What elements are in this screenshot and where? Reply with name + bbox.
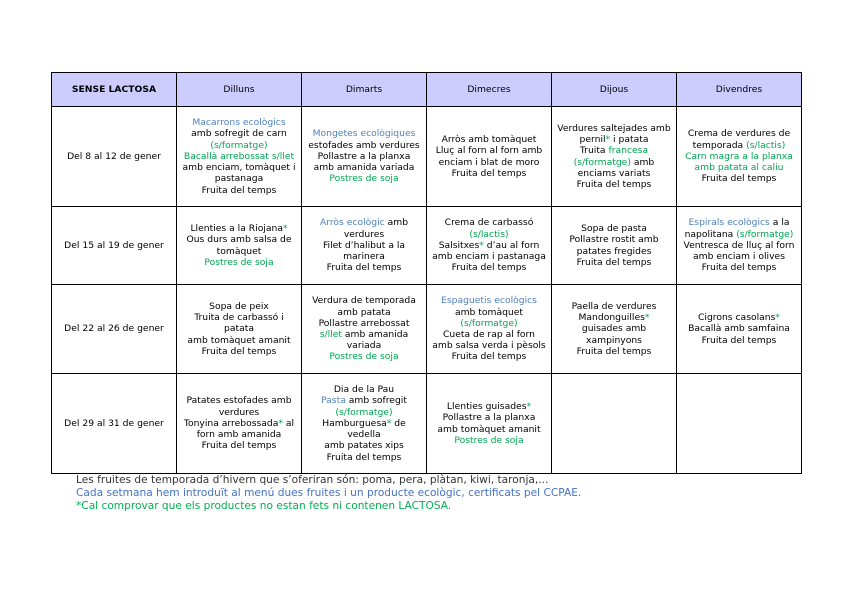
- meal-text: Fruita del temps: [451, 167, 527, 179]
- meal-cell-monday: [177, 207, 302, 285]
- menu-table: [51, 72, 802, 474]
- meal-line: [430, 262, 548, 273]
- meal-line: [680, 162, 798, 173]
- footer-notes: [76, 474, 581, 513]
- week-row: [52, 374, 802, 474]
- meal-text: amb patata al caliu: [694, 162, 784, 174]
- meal-text: pernil: [579, 134, 606, 146]
- meal-cell-tuesday: [302, 285, 427, 374]
- meal-line: [180, 335, 298, 346]
- meal-text: (s/lactis): [469, 228, 509, 240]
- meal-text: vedella: [347, 429, 381, 441]
- meal-text: Llenties guisades: [446, 401, 527, 413]
- meal-text: Fruita del temps: [451, 351, 527, 363]
- day-header-friday: Divendres: [677, 73, 802, 107]
- meal-line: [430, 401, 548, 412]
- meal-line: [180, 151, 298, 162]
- meal-line: [555, 246, 673, 257]
- meal-line: [180, 418, 298, 429]
- meal-text: *: [278, 417, 283, 429]
- meal-line: [430, 329, 548, 340]
- meal-text: Fruita del temps: [701, 262, 777, 274]
- meal-line: [680, 128, 798, 139]
- meal-line: [180, 440, 298, 451]
- meal-text: Bacallà amb samfaina: [688, 323, 790, 335]
- meal-line: [680, 251, 798, 262]
- week-row: [52, 207, 802, 285]
- meal-text: al: [282, 417, 295, 429]
- meal-line: [680, 140, 798, 151]
- meal-line: [180, 257, 298, 268]
- meal-line: [305, 151, 423, 162]
- meal-text: Sopa de pasta: [581, 223, 647, 235]
- meal-line: [180, 223, 298, 234]
- meal-text: enciam i blat de moro: [438, 156, 540, 168]
- meal-line: [680, 323, 798, 334]
- meal-text: amb: [630, 156, 655, 168]
- meal-line: [555, 335, 673, 346]
- meal-line: [430, 134, 548, 145]
- meal-line: [555, 123, 673, 134]
- meal-text: amb: [384, 217, 409, 229]
- meal-text: Fruita del temps: [576, 256, 652, 268]
- meal-text: Verdura de temporada: [312, 295, 416, 307]
- meal-text: Fruita del temps: [326, 262, 402, 274]
- meal-line: [180, 301, 298, 312]
- meal-cell-friday: [677, 107, 802, 207]
- meal-line: [555, 301, 673, 312]
- meal-text: *: [386, 417, 392, 429]
- meal-line: [305, 440, 423, 451]
- meal-cell-wednesday: [427, 107, 552, 207]
- meal-line: [430, 145, 548, 156]
- meal-cell-friday: [677, 374, 802, 474]
- meal-line: [305, 173, 423, 184]
- meal-line: [180, 346, 298, 357]
- meal-line: [555, 134, 673, 145]
- meal-line: [430, 168, 548, 179]
- meal-line: [305, 395, 423, 406]
- seasonal-fruit-note: Les fruites de temporada d’hivern que s’oferiran són: poma, pera, plàtan, kiwi, taronja,...: [76, 474, 549, 486]
- meal-line: [305, 229, 423, 240]
- meal-text: *: [775, 312, 780, 324]
- meal-text: tomàquet: [216, 245, 262, 257]
- meal-cell-thursday: [552, 107, 677, 207]
- meal-cell-friday: [677, 207, 802, 285]
- meal-cell-wednesday: [427, 374, 552, 474]
- meal-text: Crema de carbassó: [444, 217, 534, 229]
- meal-line: [305, 407, 423, 418]
- meal-text: Cigrons casolans: [697, 312, 776, 324]
- meal-text: Fruita del temps: [201, 184, 277, 196]
- meal-text: amb enciam i olives: [693, 251, 785, 263]
- meal-text: Postres de soja: [454, 434, 524, 446]
- meal-text: amb tomàquet amanit: [187, 334, 291, 346]
- meal-line: [305, 251, 423, 262]
- meal-text: amb sofregit de carn: [191, 128, 287, 140]
- meal-cell-thursday: [552, 285, 677, 374]
- meal-cell-tuesday: [302, 107, 427, 207]
- week-label: Del 15 al 19 de gener: [52, 207, 177, 285]
- meal-text: Pollastre a la planxa: [442, 412, 536, 424]
- meal-text: *: [644, 312, 650, 324]
- meal-line: [180, 128, 298, 139]
- meal-text: enciams variats: [577, 167, 651, 179]
- meal-line: [305, 351, 423, 362]
- meal-line: [305, 384, 423, 395]
- meal-line: [555, 346, 673, 357]
- meal-text: amb amanida: [341, 329, 409, 340]
- meal-line: [305, 318, 423, 329]
- meal-text: Fruita del temps: [326, 451, 402, 463]
- meal-text: napolitana: [684, 228, 737, 240]
- meal-line: [430, 229, 548, 240]
- week-label: Del 22 al 26 de gener: [52, 285, 177, 374]
- meal-text: patata: [224, 323, 254, 335]
- meal-line: [305, 329, 423, 340]
- meal-text: verdures: [343, 228, 385, 240]
- day-header-thursday: Dijous: [552, 73, 677, 107]
- meal-text: Verdures saltejades amb: [557, 122, 671, 134]
- meal-line: [430, 435, 548, 446]
- meal-line: [305, 140, 423, 151]
- meal-line: [180, 312, 298, 323]
- meal-line: [430, 412, 548, 423]
- day-header-monday: Dilluns: [177, 73, 302, 107]
- week-row: [52, 285, 802, 374]
- header-row: [52, 73, 802, 107]
- meal-text: amb amanida variada: [313, 162, 415, 174]
- meal-text: amb patata: [337, 306, 391, 318]
- meal-line: [430, 240, 548, 251]
- meal-text: Pasta: [321, 395, 346, 407]
- meal-line: [555, 145, 673, 156]
- meal-line: [430, 318, 548, 329]
- lactose-check-note: *Cal comprovar que els productes no estan fets ni contenen LACTOSA.: [76, 500, 452, 512]
- meal-text: Fruita del temps: [451, 262, 527, 274]
- week-label: Del 29 al 31 de gener: [52, 374, 177, 474]
- meal-text: estofades amb verdures: [308, 139, 420, 151]
- meal-line: [430, 295, 548, 306]
- meal-text: Cueta de rap al forn: [442, 329, 535, 340]
- meal-text: Crema de verdures de: [687, 128, 791, 140]
- meal-cell-thursday: [552, 374, 677, 474]
- meal-line: [305, 162, 423, 173]
- week-label: Del 8 al 12 de gener: [52, 107, 177, 207]
- meal-text: Fruita del temps: [701, 334, 777, 346]
- meal-line: [430, 251, 548, 262]
- meal-text: Ous durs amb salsa de: [186, 234, 292, 246]
- meal-line: [180, 429, 298, 440]
- meal-line: [430, 340, 548, 351]
- meal-text: Mandonguilles: [578, 312, 645, 324]
- meal-text: Truita: [579, 145, 609, 157]
- meal-text: de: [391, 417, 406, 429]
- meal-line: [680, 335, 798, 346]
- meal-line: [305, 307, 423, 318]
- meal-text: Postres de soja: [329, 351, 399, 363]
- meal-text: *: [282, 223, 288, 235]
- meal-text: Macarrons ecològics: [192, 117, 286, 129]
- meal-text: Fruita del temps: [201, 345, 277, 357]
- meal-line: [555, 179, 673, 190]
- meal-text: Sopa de peix: [209, 300, 269, 312]
- meal-line: [680, 240, 798, 251]
- meal-line: [180, 395, 298, 406]
- meal-text: Patates estofades amb: [186, 395, 292, 407]
- meal-text: (s/formatge): [460, 317, 518, 329]
- meal-cell-tuesday: [302, 374, 427, 474]
- meal-text: (s/formatge): [573, 156, 631, 168]
- meal-line: [180, 246, 298, 257]
- meal-text: forn amb amanida: [196, 429, 282, 441]
- meal-text: Llenties a la Riojana: [190, 223, 283, 235]
- meal-text: xampinyons: [586, 334, 642, 346]
- meal-text: variada: [346, 340, 382, 352]
- meal-text: (s/formatge): [335, 406, 393, 418]
- menu-body: [52, 107, 802, 474]
- meal-text: Pollastre rostit amb: [569, 234, 659, 246]
- meal-line: [430, 157, 548, 168]
- meal-text: Hamburguesa: [322, 417, 387, 429]
- meal-line: [555, 223, 673, 234]
- meal-text: (s/lactis): [746, 139, 786, 151]
- meal-text: pastanaga: [214, 173, 264, 185]
- meal-line: [555, 323, 673, 334]
- meal-text: amb sofregit: [345, 395, 407, 407]
- meal-text: Fruita del temps: [576, 178, 652, 190]
- meal-text: a la: [769, 217, 790, 229]
- meal-text: Espaguetis ecològics: [441, 295, 537, 307]
- meal-text: Fruita del temps: [201, 440, 277, 452]
- meal-text: patates fregides: [576, 245, 652, 257]
- meal-text: d’au al forn: [483, 239, 540, 251]
- meal-line: [680, 173, 798, 184]
- meal-cell-tuesday: [302, 207, 427, 285]
- meal-text: amb tomàquet: [454, 306, 524, 318]
- diet-label: SENSE LACTOSA: [52, 73, 177, 107]
- meal-text: Arròs ecològic: [319, 217, 385, 229]
- ecologic-note: Cada setmana hem introduït al menú dues fruites i un producte ecològic, certificats pel CCPAE.: [76, 487, 582, 499]
- meal-text: *: [479, 239, 484, 251]
- meal-text: amb tomàquet amanit: [437, 423, 541, 435]
- meal-line: [180, 162, 298, 173]
- meal-text: Bacallà arrebossat s/llet: [183, 150, 295, 162]
- meal-line: [180, 234, 298, 245]
- meal-line: [305, 418, 423, 429]
- meal-text: verdures: [218, 406, 260, 418]
- meal-text: guisades amb: [581, 323, 647, 335]
- meal-line: [555, 257, 673, 268]
- meal-line: [180, 140, 298, 151]
- meal-line: [180, 173, 298, 184]
- meal-line: [555, 234, 673, 245]
- meal-line: [680, 217, 798, 228]
- meal-text: amb enciam i pastanaga: [432, 251, 546, 263]
- meal-text: Carn magra a la planxa: [685, 150, 793, 162]
- meal-text: *: [526, 401, 532, 413]
- meal-text: amb salsa verda i pèsols: [432, 340, 546, 352]
- meal-line: [555, 157, 673, 168]
- meal-line: [680, 151, 798, 162]
- meal-cell-monday: [177, 107, 302, 207]
- meal-line: [555, 168, 673, 179]
- meal-text: temporada: [692, 139, 747, 151]
- meal-text: (s/formatge): [736, 228, 794, 240]
- meal-line: [680, 262, 798, 273]
- meal-text: amb enciam, tomàquet i: [182, 162, 296, 174]
- meal-line: [430, 307, 548, 318]
- day-header-wednesday: Dimecres: [427, 73, 552, 107]
- meal-cell-friday: [677, 285, 802, 374]
- meal-line: [180, 407, 298, 418]
- meal-text: Fruita del temps: [576, 345, 652, 357]
- meal-text: Paella de verdures: [571, 300, 657, 312]
- meal-cell-wednesday: [427, 207, 552, 285]
- meal-text: Salsitxes: [438, 239, 480, 251]
- meal-text: Postres de soja: [204, 256, 274, 268]
- meal-line: [305, 128, 423, 139]
- week-row: [52, 107, 802, 207]
- meal-text: francesa: [608, 145, 649, 157]
- day-header-tuesday: Dimarts: [302, 73, 427, 107]
- meal-text: Postres de soja: [329, 173, 399, 185]
- meal-line: [680, 312, 798, 323]
- meal-text: Pollastre arrebossat: [318, 317, 410, 329]
- meal-text: Fruita del temps: [701, 173, 777, 185]
- meal-text: Espirals ecològics: [688, 217, 770, 229]
- meal-cell-monday: [177, 374, 302, 474]
- meal-text: i patata: [610, 134, 649, 146]
- meal-line: [180, 185, 298, 196]
- meal-line: [430, 217, 548, 228]
- meal-text: (s/formatge): [210, 139, 268, 151]
- meal-text: Pollastre a la planxa: [317, 150, 411, 162]
- meal-text: Mongetes ecològiques: [312, 128, 416, 140]
- meal-text: Filet d’halibut a la: [322, 239, 406, 251]
- meal-line: [305, 217, 423, 228]
- meal-line: [305, 262, 423, 273]
- meal-line: [305, 340, 423, 351]
- meal-line: [555, 312, 673, 323]
- meal-text: Ventresca de lluç al forn: [683, 239, 795, 251]
- meal-line: [430, 424, 548, 435]
- meal-line: [305, 452, 423, 463]
- meal-line: [180, 323, 298, 334]
- meal-text: Truita de carbassó i: [194, 312, 284, 324]
- meal-text: marinera: [343, 251, 385, 263]
- meal-line: [430, 351, 548, 362]
- meal-line: [180, 117, 298, 128]
- meal-line: [305, 240, 423, 251]
- meal-text: Tonyina arrebossada: [183, 417, 279, 429]
- meal-text: *: [605, 134, 611, 146]
- meal-cell-wednesday: [427, 285, 552, 374]
- meal-cell-monday: [177, 285, 302, 374]
- meal-text: s/llet: [319, 329, 342, 340]
- meal-line: [680, 229, 798, 240]
- meal-line: [305, 295, 423, 306]
- meal-text: Arròs amb tomàquet: [441, 134, 537, 146]
- meal-text: amb patates xips: [324, 440, 404, 452]
- meal-text: Lluç al forn al forn amb: [435, 145, 543, 157]
- meal-text: Dia de la Pau: [333, 384, 395, 396]
- meal-cell-thursday: [552, 207, 677, 285]
- meal-line: [305, 429, 423, 440]
